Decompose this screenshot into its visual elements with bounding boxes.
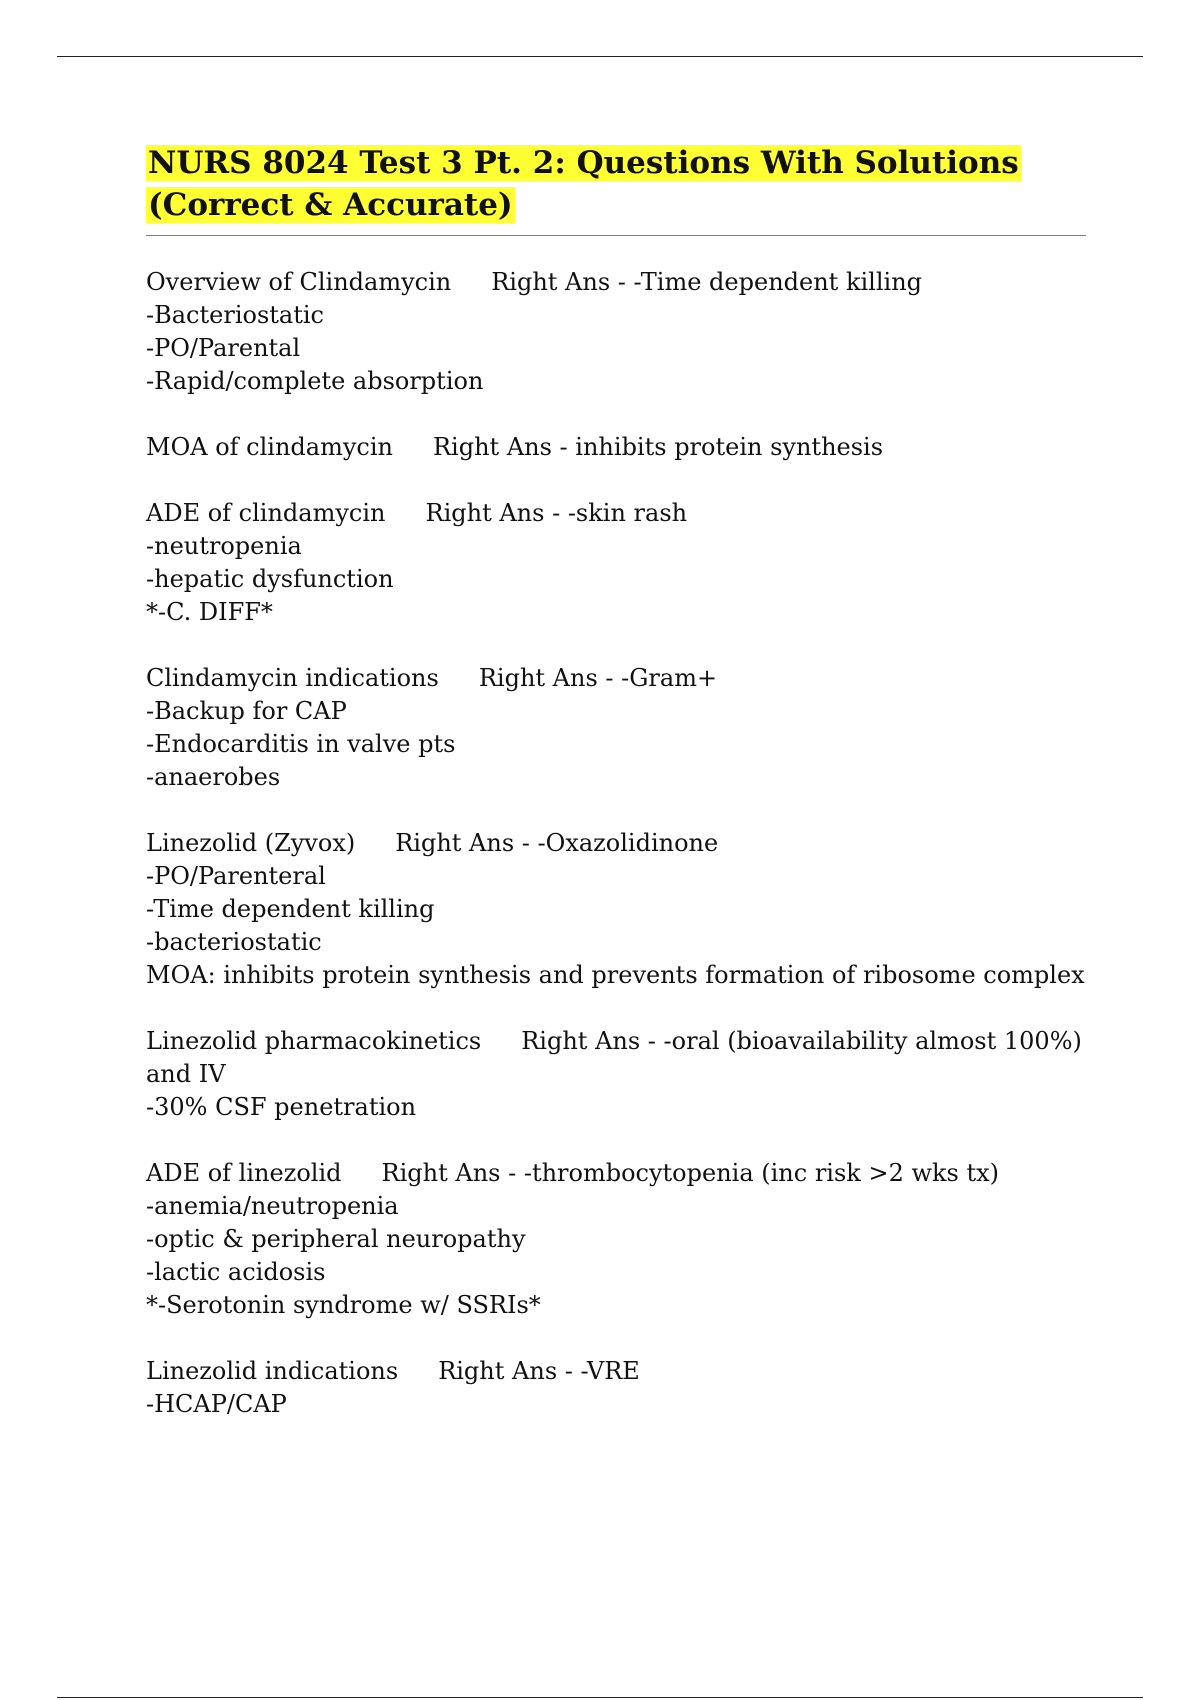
qa-item — [146, 1355, 1086, 1421]
title-line-1: NURS 8024 Test 3 Pt. 2: Questions With Solutions — [148, 145, 1019, 181]
answer-line: -lactic acidosis — [146, 1258, 326, 1286]
answer-line: -30% CSF penetration — [146, 1093, 417, 1121]
document-title — [146, 142, 1086, 226]
document-body — [146, 142, 1086, 1454]
qa-item — [146, 431, 1086, 464]
answer-text: Right Ans - -oral (bioavailability almost 100%) and IV — [146, 1027, 1082, 1088]
qa-item — [146, 1025, 1086, 1124]
answer-line: -neutropenia — [146, 532, 302, 560]
answer-line: -Backup for CAP — [146, 697, 347, 725]
answer-text: Right Ans - -VRE — [438, 1357, 640, 1385]
qa-item — [146, 827, 1086, 992]
answer-line: -Endocarditis in valve pts — [146, 730, 456, 758]
answer-text: Right Ans - -Oxazolidinone — [395, 829, 719, 857]
answer-line: -anemia/neutropenia — [146, 1192, 399, 1220]
answer-line: -Bacteriostatic — [146, 301, 324, 329]
question-text: Overview of Clindamycin — [146, 268, 452, 296]
answer-line: -anaerobes — [146, 763, 281, 791]
answer-line: -hepatic dysfunction — [146, 565, 394, 593]
question-text: Linezolid indications — [146, 1357, 399, 1385]
qa-item — [146, 1157, 1086, 1322]
answer-line: *-Serotonin syndrome w/ SSRIs* — [146, 1291, 541, 1319]
page-top-rule — [57, 56, 1143, 57]
answer-line: -Time dependent killing — [146, 895, 435, 923]
title-underline — [146, 235, 1086, 236]
answer-line: -bacteriostatic — [146, 928, 322, 956]
answer-line: -PO/Parental — [146, 334, 301, 362]
qa-item — [146, 266, 1086, 398]
question-text: Linezolid pharmacokinetics — [146, 1027, 482, 1055]
answer-text: Right Ans - -thrombocytopenia (inc risk >2 wks tx) — [381, 1159, 1000, 1187]
answer-text: Right Ans - -Gram+ — [478, 664, 718, 692]
answer-text: Right Ans - inhibits protein synthesis — [432, 433, 884, 461]
answer-line: MOA: inhibits protein synthesis and prevents formation of ribosome complex — [146, 961, 1085, 989]
question-text: Clindamycin indications — [146, 664, 439, 692]
page-bottom-rule — [57, 1697, 1143, 1698]
question-text: ADE of clindamycin — [146, 499, 386, 527]
title-line-2: (Correct & Accurate) — [148, 187, 513, 223]
answer-line: -HCAP/CAP — [146, 1390, 287, 1418]
question-text: MOA of clindamycin — [146, 433, 393, 461]
answer-text: Right Ans - -Time dependent killing — [491, 268, 923, 296]
answer-line: *-C. DIFF* — [146, 598, 273, 626]
answer-line: -PO/Parenteral — [146, 862, 326, 890]
answer-text: Right Ans - -skin rash — [425, 499, 688, 527]
question-text: ADE of linezolid — [146, 1159, 342, 1187]
qa-item — [146, 497, 1086, 629]
question-text: Linezolid (Zyvox) — [146, 829, 356, 857]
qa-item — [146, 662, 1086, 794]
answer-line: -optic & peripheral neuropathy — [146, 1225, 526, 1253]
answer-line: -Rapid/complete absorption — [146, 367, 484, 395]
qa-list — [146, 266, 1086, 1421]
